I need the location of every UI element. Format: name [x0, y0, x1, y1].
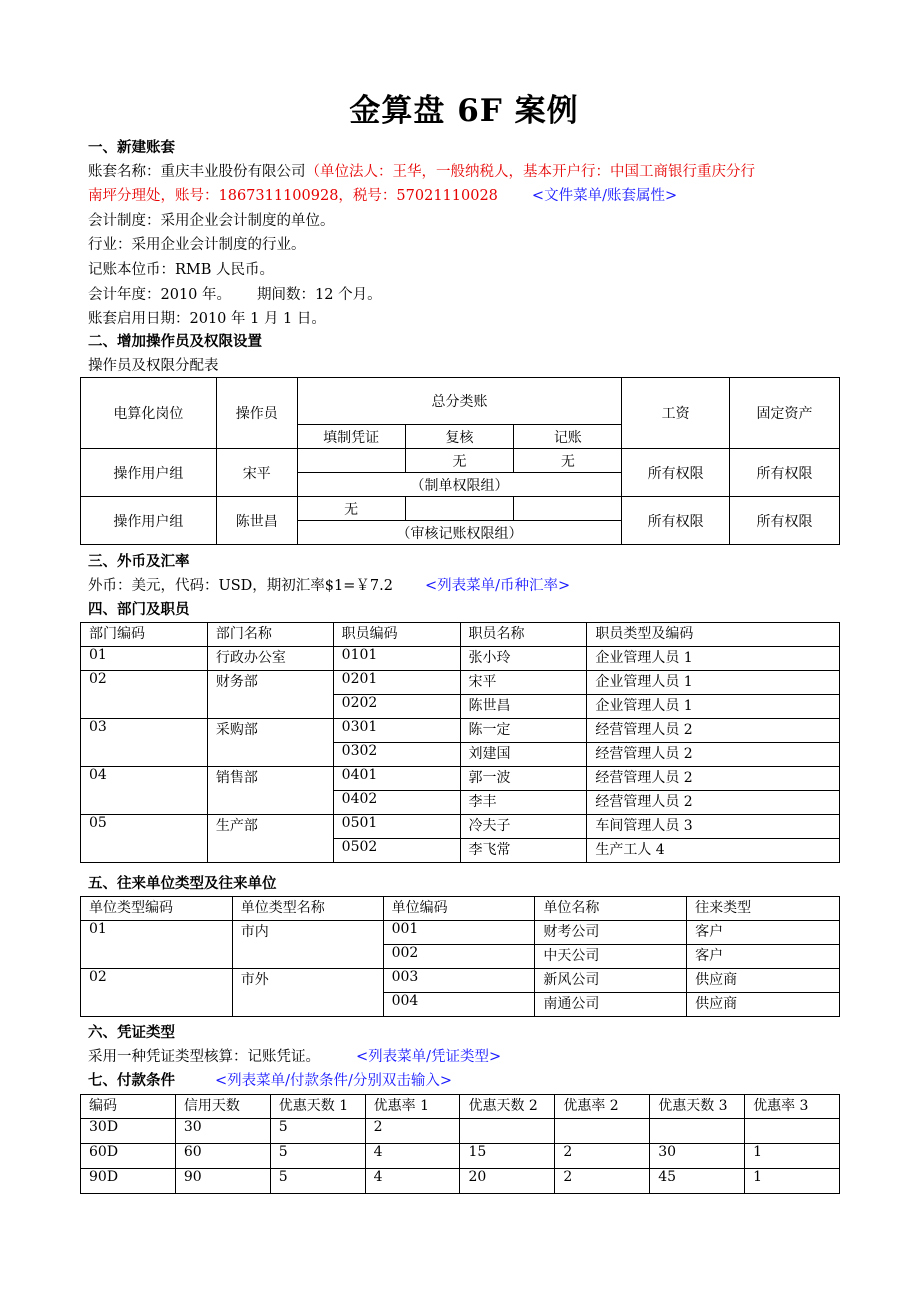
- partner-kind: 供应商: [687, 993, 840, 1017]
- header-discount-days-1: 优惠天数 1: [270, 1095, 365, 1119]
- header-type-name: 单位类型名称: [232, 897, 383, 921]
- section-7-heading-line: [88, 1069, 848, 1093]
- table-row: [81, 921, 840, 945]
- header-unit-name: 单位名称: [535, 897, 687, 921]
- type-name: 市外: [232, 969, 383, 1017]
- section-1-heading: 一、新建账套: [88, 140, 175, 156]
- permission-operator: 陈世昌: [216, 497, 297, 545]
- discount-days-2: [460, 1119, 555, 1144]
- department-table: [80, 622, 840, 863]
- currency-line: [88, 574, 848, 598]
- staff-name: 张小玲: [460, 647, 587, 671]
- staff-name: 李丰: [460, 791, 587, 815]
- discount-rate-3: [745, 1119, 840, 1144]
- dept-name: 采购部: [207, 719, 333, 767]
- fiscal-year-line: [88, 283, 848, 307]
- permission-operator: 宋平: [216, 449, 297, 497]
- header-operator: 操作员: [216, 378, 297, 449]
- period-count: 期间数：12 个月。: [257, 287, 382, 303]
- header-discount-rate-1: 优惠率 1: [365, 1095, 460, 1119]
- staff-name: 陈世昌: [460, 695, 587, 719]
- staff-code: 0201: [333, 671, 460, 695]
- partner-table: [80, 896, 840, 1017]
- account-name-line: [88, 160, 848, 184]
- staff-code: 0401: [333, 767, 460, 791]
- staff-type: 经营管理人员 2: [587, 719, 840, 743]
- staff-name: 宋平: [460, 671, 587, 695]
- header-salary: 工资: [622, 378, 730, 449]
- dept-code: 05: [81, 815, 208, 863]
- header-fixed-assets: 固定资产: [730, 378, 840, 449]
- header-discount-days-3: 优惠天数 3: [650, 1095, 745, 1119]
- header-review: 复核: [405, 425, 514, 449]
- unit-name: 新风公司: [535, 969, 687, 993]
- dept-name: 生产部: [207, 815, 333, 863]
- accounting-system: 会计制度：采用企业会计制度的单位。: [88, 213, 335, 229]
- staff-type: 经营管理人员 2: [587, 743, 840, 767]
- permission-table: [80, 377, 840, 545]
- discount-days-2: 20: [460, 1169, 555, 1194]
- type-name: 市内: [232, 921, 383, 969]
- account-bank-info: 南坪分理处，账号：1867311100928，税号：57021110028: [88, 188, 498, 204]
- term-code: 90D: [81, 1169, 176, 1194]
- section-3-heading: 三、外币及汇率: [88, 554, 190, 570]
- unit-name: 南通公司: [535, 993, 687, 1017]
- staff-code: 0101: [333, 647, 460, 671]
- industry: 行业：采用企业会计制度的行业。: [88, 237, 306, 253]
- discount-rate-1: 4: [365, 1144, 460, 1169]
- term-code: 30D: [81, 1119, 176, 1144]
- dept-name: 销售部: [207, 767, 333, 815]
- partner-kind: 客户: [687, 921, 840, 945]
- staff-type: 生产工人 4: [587, 839, 840, 863]
- permission-group: （审核记账权限组）: [297, 521, 622, 545]
- base-currency: 记账本位币：RMB 人民币。: [88, 262, 275, 278]
- permission-fill: 无: [297, 497, 405, 521]
- permission-table-caption: 操作员及权限分配表: [88, 358, 219, 374]
- header-dept-name: 部门名称: [207, 623, 333, 647]
- staff-type: 经营管理人员 2: [587, 767, 840, 791]
- permission-salary: 所有权限: [622, 449, 730, 497]
- table-row: [81, 1119, 840, 1144]
- permission-post: 操作用户组: [81, 497, 217, 545]
- discount-days-1: 5: [270, 1169, 365, 1194]
- unit-name: 财考公司: [535, 921, 687, 945]
- header-staff-name: 职员名称: [460, 623, 587, 647]
- staff-name: 陈一定: [460, 719, 587, 743]
- staff-type: 车间管理人员 3: [587, 815, 840, 839]
- voucher-type-line: [88, 1045, 848, 1069]
- header-unit-code: 单位编码: [383, 897, 535, 921]
- permission-assets: 所有权限: [730, 497, 840, 545]
- menu-path-currency-rate: <列表菜单/币种汇率>: [424, 578, 571, 594]
- account-name-label: 账套名称：重庆丰业股份有限公司: [88, 164, 306, 180]
- staff-type: 企业管理人员 1: [587, 647, 840, 671]
- voucher-type: 采用一种凭证类型核算：记账凭证。: [88, 1049, 320, 1065]
- discount-rate-2: 2: [555, 1169, 650, 1194]
- discount-rate-3: 1: [745, 1144, 840, 1169]
- dept-code: 01: [81, 647, 208, 671]
- table-row: [81, 969, 840, 993]
- account-bank-line: [88, 184, 848, 208]
- header-fill-voucher: 填制凭证: [297, 425, 405, 449]
- term-code: 60D: [81, 1144, 176, 1169]
- table-row: [81, 671, 840, 695]
- discount-days-3: [650, 1119, 745, 1144]
- permission-assets: 所有权限: [730, 449, 840, 497]
- header-partner-kind: 往来类型: [687, 897, 840, 921]
- table-row: [81, 719, 840, 743]
- staff-type: 企业管理人员 1: [587, 671, 840, 695]
- staff-type: 企业管理人员 1: [587, 695, 840, 719]
- unit-code: 003: [383, 969, 535, 993]
- permission-post-entry: 无: [514, 449, 622, 473]
- staff-code: 0302: [333, 743, 460, 767]
- dept-code: 03: [81, 719, 208, 767]
- permission-salary: 所有权限: [622, 497, 730, 545]
- table-row: [81, 647, 840, 671]
- partner-kind: 供应商: [687, 969, 840, 993]
- staff-name: 刘建国: [460, 743, 587, 767]
- permission-post-entry: [514, 497, 622, 521]
- unit-code: 002: [383, 945, 535, 969]
- header-discount-days-2: 优惠天数 2: [460, 1095, 555, 1119]
- start-date: 账套启用日期：2010 年 1 月 1 日。: [88, 311, 326, 327]
- header-credit-days: 信用天数: [175, 1095, 270, 1119]
- unit-code: 001: [383, 921, 535, 945]
- permission-review: 无: [405, 449, 514, 473]
- table-row: [81, 1169, 840, 1194]
- payment-terms-table: [80, 1094, 840, 1194]
- dept-name: 行政办公室: [207, 647, 333, 671]
- header-post-entry: 记账: [514, 425, 622, 449]
- foreign-currency: 外币：美元，代码：USD，期初汇率$1=￥7.2: [88, 578, 393, 594]
- type-code: 02: [81, 969, 233, 1017]
- staff-code: 0202: [333, 695, 460, 719]
- discount-days-3: 30: [650, 1144, 745, 1169]
- section-4-heading: 四、部门及职员: [88, 602, 190, 618]
- header-staff-code: 职员编码: [333, 623, 460, 647]
- dept-name: 财务部: [207, 671, 333, 719]
- table-row: [81, 767, 840, 791]
- staff-code: 0502: [333, 839, 460, 863]
- discount-rate-1: 4: [365, 1169, 460, 1194]
- header-general-ledger: 总分类账: [297, 378, 622, 425]
- discount-rate-3: 1: [745, 1169, 840, 1194]
- discount-rate-1: 2: [365, 1119, 460, 1144]
- header-dept-code: 部门编码: [81, 623, 208, 647]
- staff-name: 李飞常: [460, 839, 587, 863]
- staff-name: 郭一波: [460, 767, 587, 791]
- table-row: [81, 815, 840, 839]
- menu-path-account-properties: <文件菜单/账套属性>: [531, 188, 678, 204]
- permission-fill: [297, 449, 405, 473]
- staff-code: 0301: [333, 719, 460, 743]
- document-title: 金算盘 6F 案例: [349, 93, 579, 129]
- section-6-heading: 六、凭证类型: [88, 1025, 175, 1041]
- permission-review: [405, 497, 514, 521]
- dept-code: 04: [81, 767, 208, 815]
- credit-days: 90: [175, 1169, 270, 1194]
- header-staff-type: 职员类型及编码: [587, 623, 840, 647]
- fiscal-year: 会计年度：2010 年。: [88, 287, 232, 303]
- staff-code: 0402: [333, 791, 460, 815]
- credit-days: 30: [175, 1119, 270, 1144]
- discount-days-3: 45: [650, 1169, 745, 1194]
- credit-days: 60: [175, 1144, 270, 1169]
- discount-days-1: 5: [270, 1144, 365, 1169]
- table-row: [81, 1144, 840, 1169]
- discount-days-2: 15: [460, 1144, 555, 1169]
- menu-path-payment-terms: <列表菜单/付款条件/分别双击输入>: [215, 1073, 453, 1089]
- partner-kind: 客户: [687, 945, 840, 969]
- section-5-heading: 五、往来单位类型及往来单位: [88, 876, 277, 892]
- unit-name: 中天公司: [535, 945, 687, 969]
- header-discount-rate-2: 优惠率 2: [555, 1095, 650, 1119]
- discount-rate-2: [555, 1119, 650, 1144]
- section-2-heading: 二、增加操作员及权限设置: [88, 334, 262, 350]
- discount-days-1: 5: [270, 1119, 365, 1144]
- permission-group: （制单权限组）: [297, 473, 622, 497]
- header-post: 电算化岗位: [81, 378, 217, 449]
- staff-type: 经营管理人员 2: [587, 791, 840, 815]
- menu-path-voucher-type: <列表菜单/凭证类型>: [356, 1049, 502, 1065]
- permission-post: 操作用户组: [81, 449, 217, 497]
- account-legal-info: （单位法人：王华，一般纳税人，基本开户行：中国工商银行重庆分行: [305, 164, 755, 180]
- discount-rate-2: 2: [555, 1144, 650, 1169]
- staff-code: 0501: [333, 815, 460, 839]
- type-code: 01: [81, 921, 233, 969]
- header-discount-rate-3: 优惠率 3: [745, 1095, 840, 1119]
- header-type-code: 单位类型编码: [81, 897, 233, 921]
- section-7-heading: 七、付款条件: [88, 1073, 175, 1089]
- dept-code: 02: [81, 671, 208, 719]
- unit-code: 004: [383, 993, 535, 1017]
- staff-name: 冷夫子: [460, 815, 587, 839]
- header-term-code: 编码: [81, 1095, 176, 1119]
